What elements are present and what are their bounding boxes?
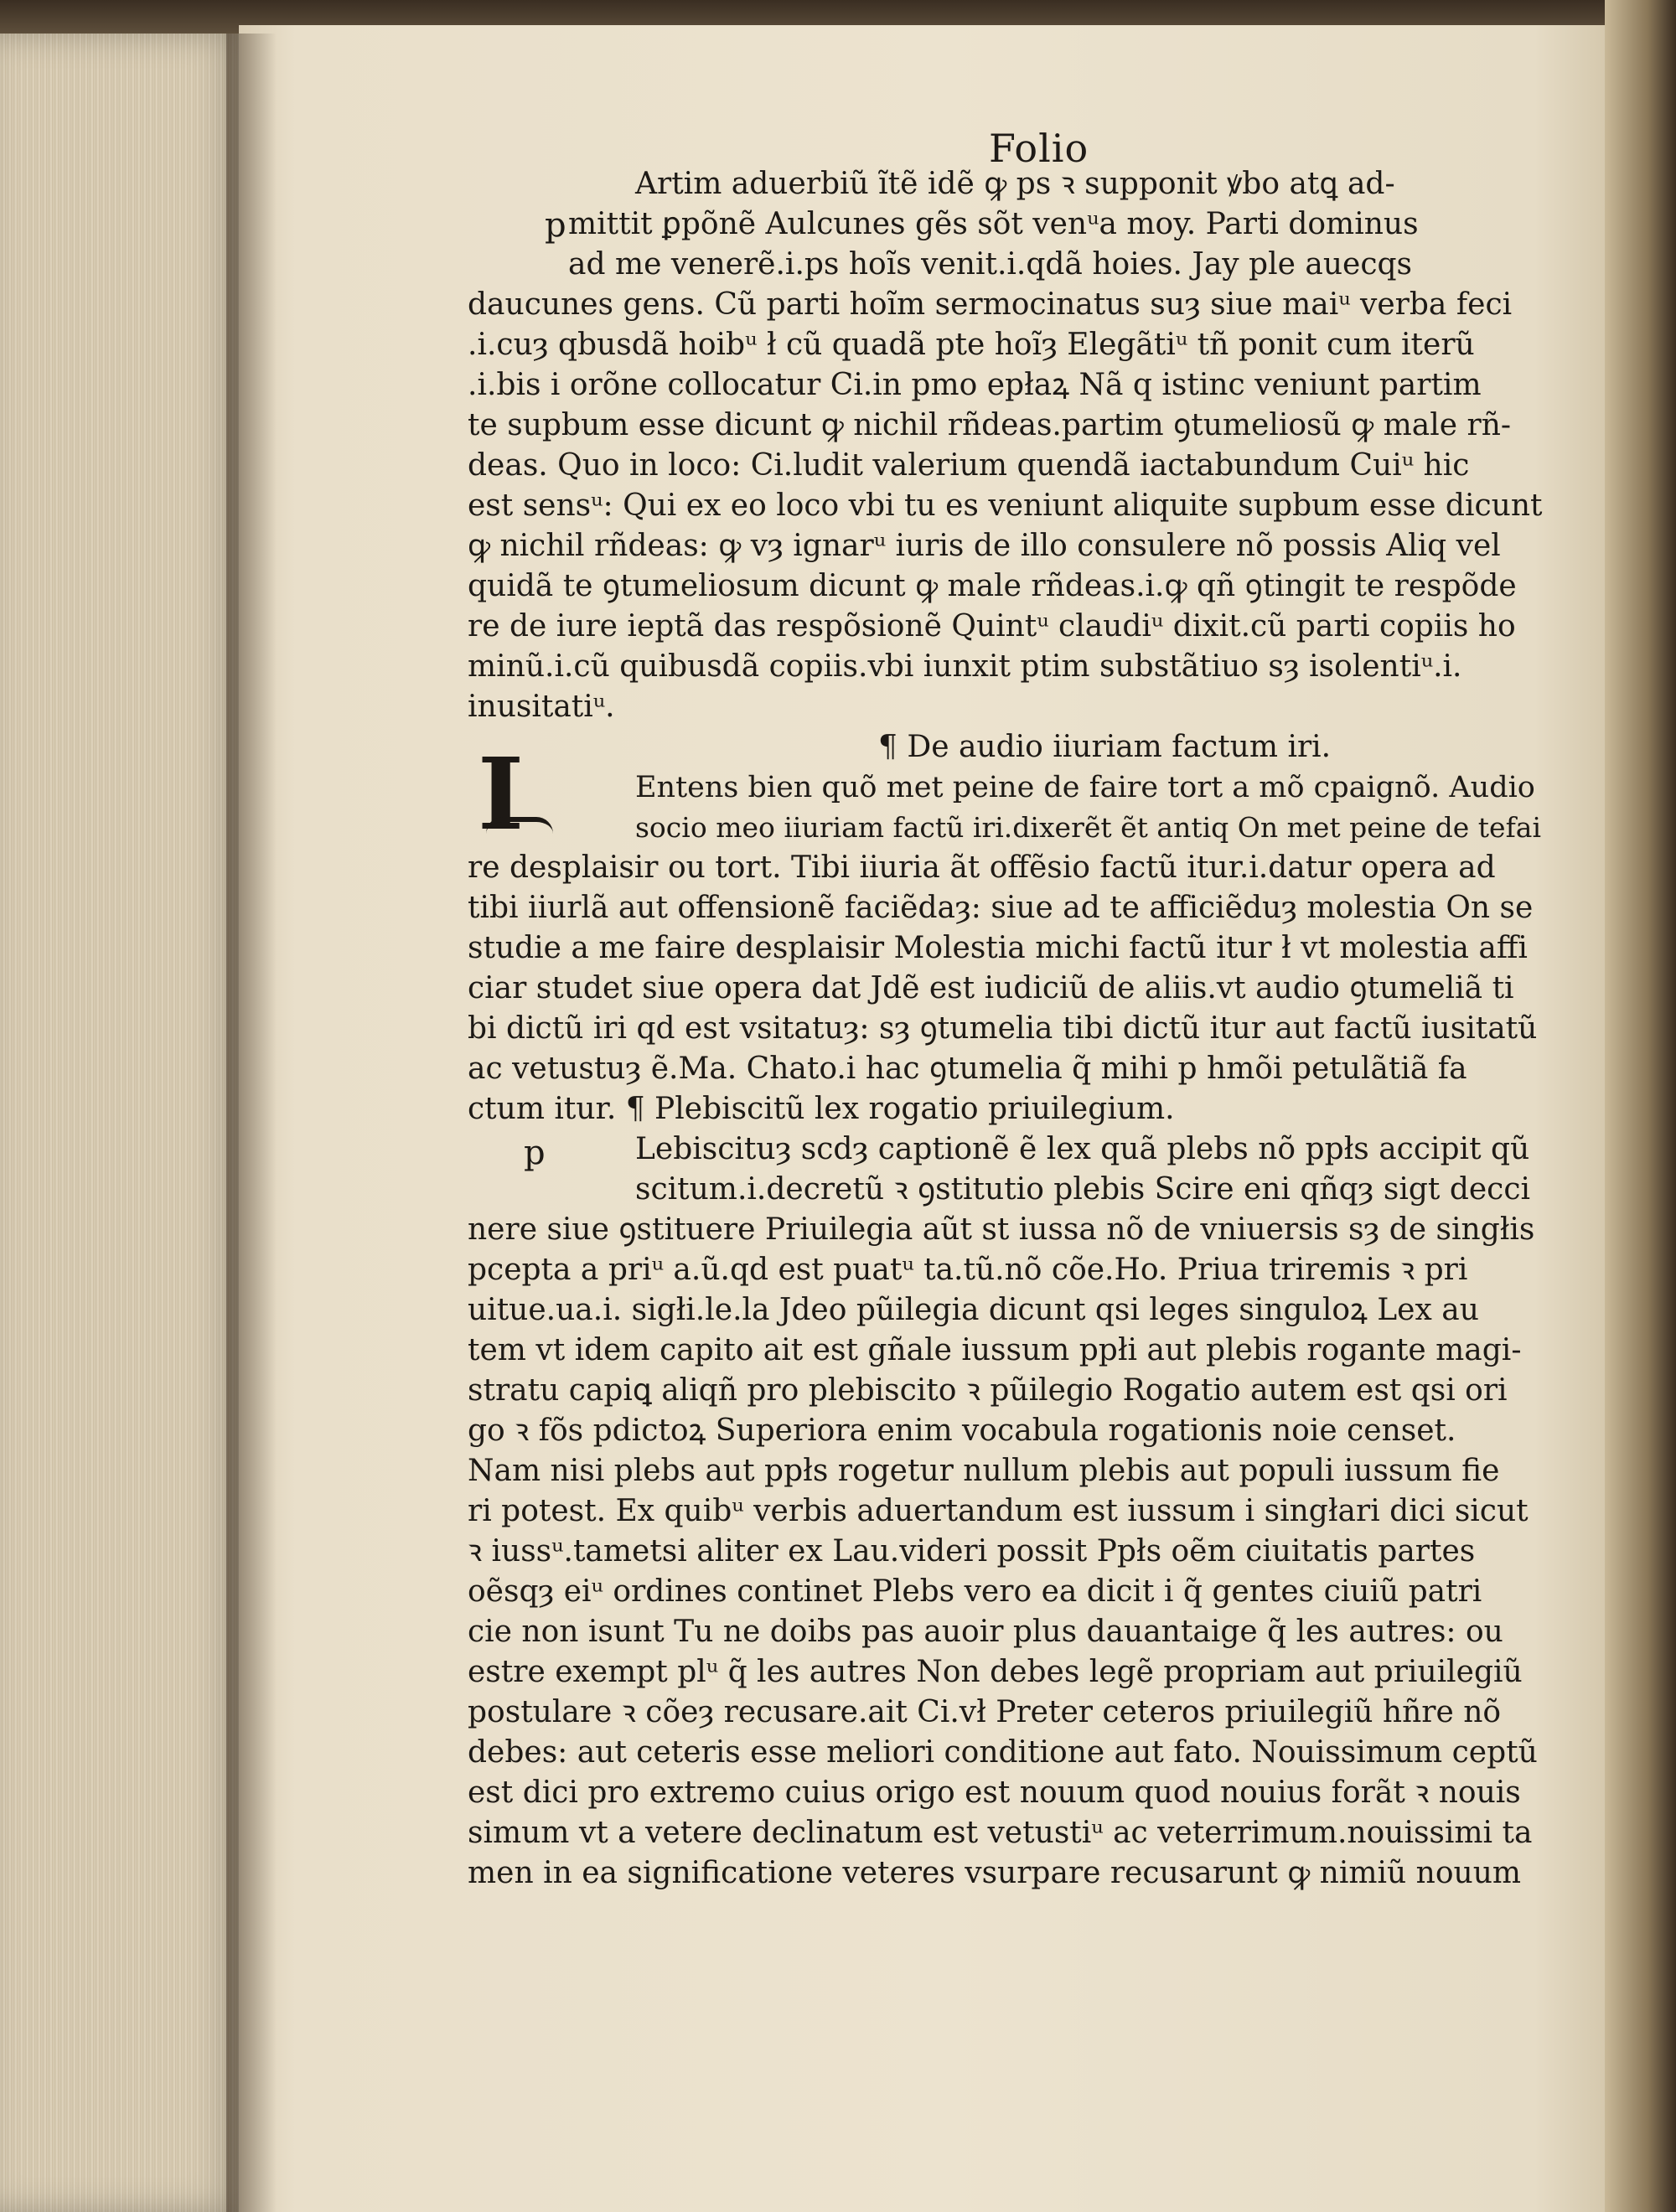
text-line: quidã te ꝯtumeliosum dicunt ꝙ male rñdeas.i.ꝙ qñ ꝯtingit te respõde	[468, 569, 1517, 603]
text-line: ꝛ iussᵘ.tametsi aliter ex Lau.videri possit Ppłs oẽm ciuitatis partes	[468, 1534, 1476, 1569]
text-line: ctum itur. ¶ Plebiscitũ lex rogatio priuilegium.	[468, 1092, 1175, 1126]
text-line: inusitatiᵘ.	[468, 690, 615, 724]
text-line: uitue.ua.i. sigłi.le.la Jdeo pũilegia dicunt qsi leges singuloꝝ Lex au	[468, 1293, 1479, 1327]
text-line: ꝙ nichil rñdeas: ꝙ vȝ ignarᵘ iuris de illo consulere nõ possis Aliq vel	[468, 529, 1501, 563]
drop-cap-initial: I	[478, 736, 525, 852]
text-line: estre exempt plᵘ q̃ les autres Non debes legẽ propriam aut priuilegiũ	[468, 1655, 1523, 1689]
text-line: .i.cuȝ qbusdã hoibᵘ ł cũ quadã pte hoĩȝ Elegãtiᵘ tñ ponit cum iterũ	[468, 328, 1475, 362]
text-line: .i.bis i orõne collocatur Ci.in pmo epłaꝝ Nã q istinc veniunt partim	[468, 368, 1482, 402]
text-line: nere siue ꝯstituere Priuilegia aũt st iussa nõ de vniuersis sȝ de singłis	[468, 1212, 1535, 1247]
margin-mark: p	[545, 206, 566, 245]
text-line: go ꝛ fõs pdictoꝝ Superiora enim vocabula rogationis noie censet.	[468, 1414, 1456, 1448]
text-line: Artim aduerbiũ ĩtẽ idẽ ꝙ ps ꝛ supponit ꝟbo atꝗ ad-	[635, 167, 1395, 201]
section-heading: ¶ De audio iiuriam factum iri.	[878, 730, 1332, 764]
text-line: bi dictũ iri qd est vsitatuȝ: sȝ ꝯtumelia tibi dictũ itur aut factũ iusitatũ	[468, 1011, 1538, 1046]
text-line: ad me venerẽ.i.ps hoĩs venit.i.qdã hoies. Jay ple auecqs	[568, 247, 1412, 282]
text-line: re desplaisir ou tort. Tibi iiuria ãt offẽsio factũ itur.i.datur opera ad	[468, 850, 1496, 885]
text-line: studie a me faire desplaisir Molestia michi factũ itur ł vt molestia affi	[468, 931, 1528, 965]
text-line: cie non isunt Tu ne doibs pas auoir plus dauantaige q̃ les autres: ou	[468, 1615, 1503, 1649]
text-line: est dici pro extremo cuius origo est nouum quod nouius forãt ꝛ nouis	[468, 1775, 1521, 1810]
body-text	[468, 164, 1557, 1894]
text-line: Lebiscituȝ scdȝ captionẽ ẽ lex quã plebs nõ ppłs accipit qũ	[635, 1132, 1530, 1166]
margin-mark: p	[524, 1134, 546, 1172]
page-shadow	[226, 34, 277, 2212]
text-line: socio meo iiuriam factũ iri.dixerẽt ẽt antiq On met peine de tefai	[635, 811, 1542, 844]
text-line: daucunes gens. Cũ parti hoĩm sermocinatus suȝ siue maiᵘ verba feci	[468, 287, 1513, 322]
text-line: scitum.i.decretũ ꝛ ꝯstitutio plebis Scire eni qñqȝ sigt decci	[635, 1172, 1531, 1207]
text-line: minũ.i.cũ quibusdã copiis.vbi iunxit ptim substãtiuo sȝ isolentiᵘ.i.	[468, 649, 1462, 684]
text-line: Nam nisi plebs aut ppłs rogetur nullum plebis aut populi iussum fie	[468, 1454, 1500, 1488]
text-line: pcepta a priᵘ a.ũ.qd est puatᵘ ta.tũ.nõ cõe.Ho. Priua triremis ꝛ pri	[468, 1253, 1468, 1287]
text-line: debes: aut ceteris esse meliori conditione aut fato. Nouissimum ceptũ	[468, 1735, 1538, 1770]
text-line: est sensᵘ: Qui ex eo loco vbi tu es veniunt aliquite supbum esse dicunt	[468, 488, 1543, 523]
text-line: mittit ꝑpõnẽ Aulcunes gẽs sõt venᵘa moy. Parti dominus	[568, 207, 1419, 241]
text-line: deas. Quo in loco: Ci.ludit valerium quendã iactabundum Cuiᵘ hic	[468, 448, 1470, 483]
folio-heading: Folio	[989, 126, 1089, 171]
text-line: Entens bien quõ met peine de faire tort a mõ cpaignõ. Audio	[635, 771, 1535, 804]
text-line: stratu capiꝗ aliqñ pro plebiscito ꝛ pũilegio Rogatio autem est qsi ori	[468, 1373, 1508, 1408]
text-line: ri potest. Ex quibᵘ verbis aduertandum est iussum i singłari dici sicut	[468, 1494, 1529, 1528]
text-line: simum vt a vetere declinatum est vetustiᵘ ac veterrimum.nouissimi ta	[468, 1816, 1533, 1850]
text-line: ac vetustuȝ ẽ.Ma. Chato.i hac ꝯtumelia q̃ mihi p hmõi petulãtiã fa	[468, 1052, 1467, 1086]
text-line: oẽsqȝ eiᵘ ordines continet Plebs vero ea dicit i q̃ gentes ciuiũ patri	[468, 1574, 1482, 1609]
text-line: re de iure ieptã das respõsionẽ Quintᵘ claudiᵘ dixit.cũ parti copiis ho	[468, 609, 1516, 643]
text-line: tem vt idem capito ait est gñale iussum ppłi aut plebis rogante magi-	[468, 1333, 1522, 1367]
text-line: postulare ꝛ cõeȝ recusare.ait Ci.vł Preter ceteros priuilegiũ hñre nõ	[468, 1695, 1502, 1729]
text-line: ciar studet siue opera dat Jdẽ est iudiciũ de aliis.vt audio ꝯtumeliã ti	[468, 971, 1514, 1005]
text-line: tibi iiurlã aut offensionẽ faciẽdaȝ: siue ad te afficiẽduȝ molestia On se	[468, 891, 1534, 925]
book-gutter	[1605, 0, 1676, 2212]
text-line: men in ea significatione veteres vsurpare recusarunt ꝙ nimiũ nouum	[468, 1856, 1522, 1890]
text-line: te supbum esse dicunt ꝙ nichil rñdeas.partim ꝯtumeliosũ ꝙ male rñ-	[468, 408, 1512, 442]
page-stack-left	[0, 34, 243, 2212]
